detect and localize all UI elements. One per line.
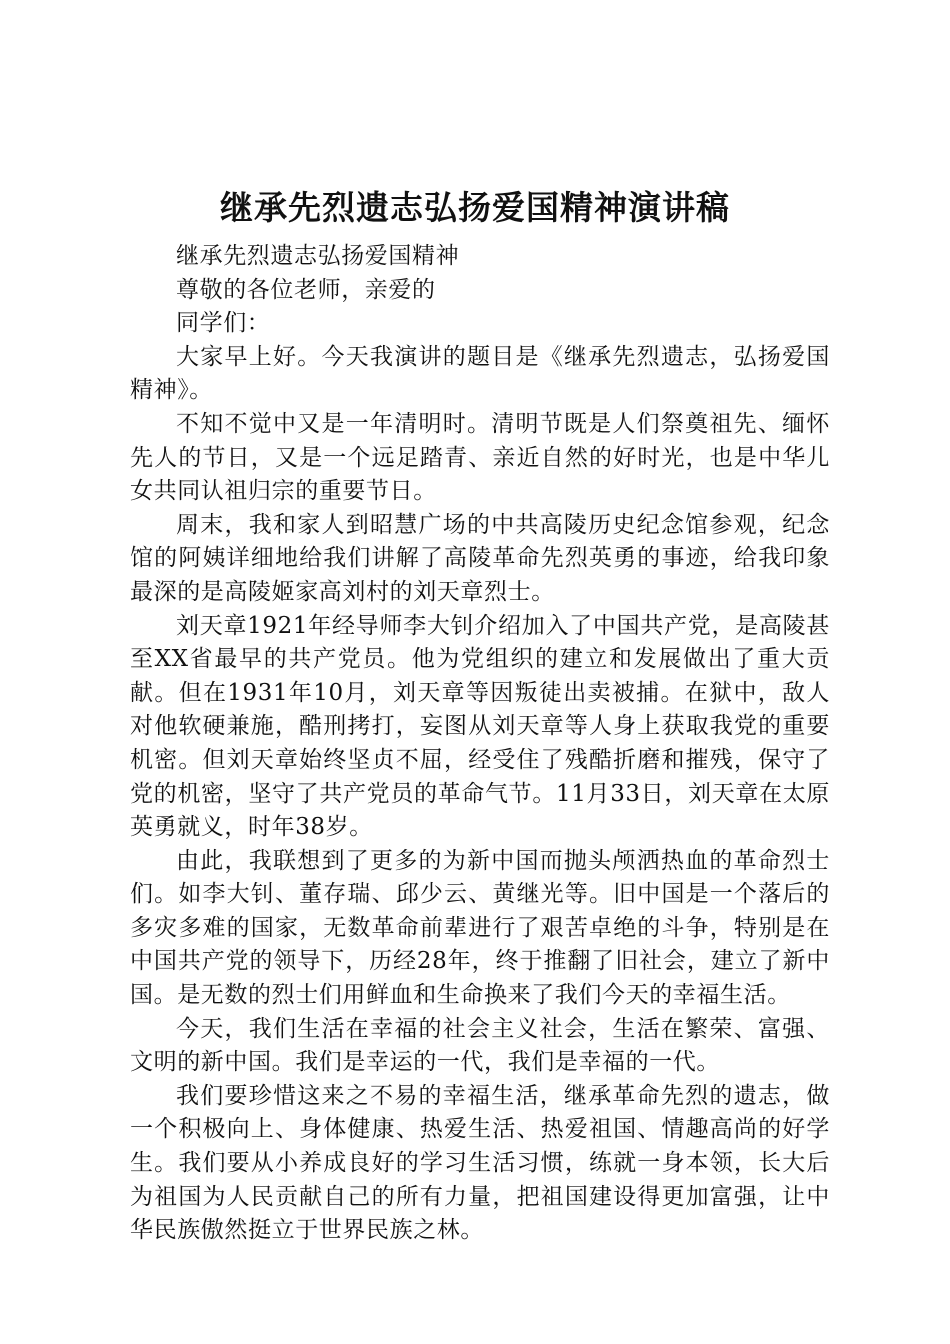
paragraph: 同学们： (176, 310, 271, 337)
paragraph: 周末，我和家人到昭慧广场的中共高陵历史纪念馆参观，纪念馆的阿姨详细地给我们讲解了高陵革命先烈英勇的事迹，给我印象最深的是高陵姬家高刘村的刘天章烈士。 (130, 511, 830, 605)
document-title: 继承先烈遗志弘扬爱国精神演讲稿 (220, 188, 730, 227)
paragraph: 大家早上好。今天我演讲的题目是《继承先烈遗志，弘扬爱国精神》。 (130, 343, 830, 404)
paragraph: 刘天章1921年经导师李大钊介绍加入了中国共产党，是高陵甚至XX省最早的共产党员。他为党组织的建立和发展做出了重大贡献。但在1931年10月，刘天章等因叛徒出卖被捕。在狱中，敌人对他软硬兼施，酷刑拷打，妄图从刘天章等人身上获取我党的重要机密。但刘天章始终坚贞不屈，经受住了残酷折磨和摧残，保守了党的机密，坚守了共产党员的革命气节。11月33日，刘天章在太原英勇就义，时年38岁。 (130, 612, 830, 841)
paragraph: 尊敬的各位老师，亲爱的 (176, 276, 436, 303)
paragraph: 由此，我联想到了更多的为新中国而抛头颅洒热血的革命烈士们。如李大钊、董存瑞、邱少云、黄继光等。旧中国是一个落后的多灾多难的国家，无数革命前辈进行了艰苦卓绝的斗争，特别是在中国共产党的领导下，历经28年，终于推翻了旧社会，建立了新中国。是无数的烈士们用鲜血和生命换来了我们今天的幸福生活。 (130, 847, 830, 1009)
paragraph: 今天，我们生活在幸福的社会主义社会，生活在繁荣、富强、文明的新中国。我们是幸运的一代，我们是幸福的一代。 (130, 1015, 830, 1076)
paragraph: 我们要珍惜这来之不易的幸福生活，继承革命先烈的遗志，做一个积极向上、身体健康、热爱生活、热爱祖国、情趣高尚的好学生。我们要从小养成良好的学习生活习惯，练就一身本领，长大后为祖国为人民贡献自己的所有力量，把祖国建设得更加富强，让中华民族傲然挺立于世界民族之林。 (130, 1082, 830, 1244)
paragraph: 继承先烈遗志弘扬爱国精神 (176, 243, 460, 269)
document-body (130, 240, 830, 1248)
paragraph: 不知不觉中又是一年清明时。清明节既是人们祭奠祖先、缅怀先人的节日，又是一个远足踏青、亲近自然的好时光，也是中华儿女共同认祖归宗的重要节日。 (130, 410, 830, 505)
